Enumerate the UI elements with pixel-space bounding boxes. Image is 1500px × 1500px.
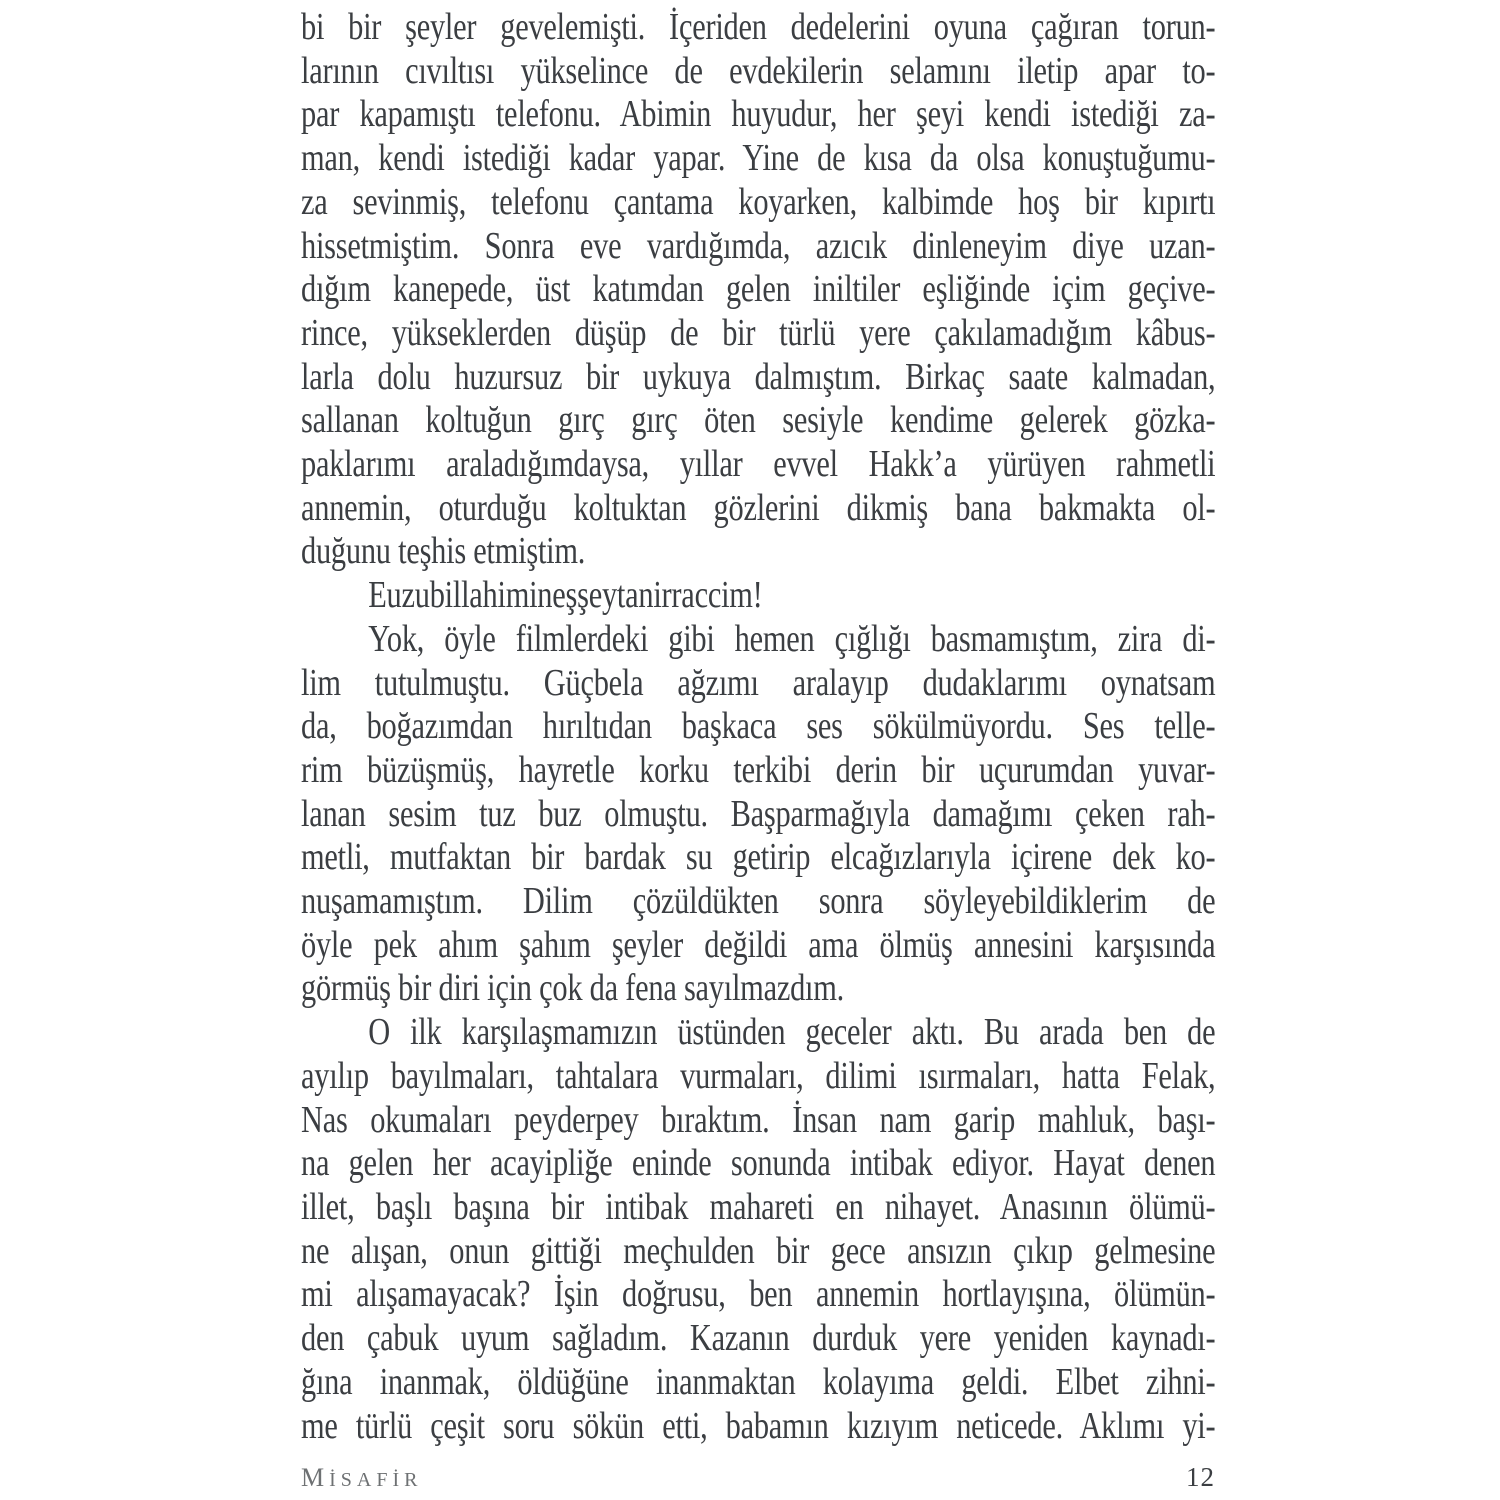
text-line: sallanan koltuğun gırç gırç öten sesiyle kendime gelerek gözka- <box>301 399 1216 442</box>
text-line: Nas okumaları peyderpey bıraktım. İnsan nam garip mahluk, başı- <box>301 1098 1216 1141</box>
text-line: lanan sesim tuz buz olmuştu. Başparmağıyla damağımı çeken rah- <box>301 792 1216 835</box>
text-line: metli, mutfaktan bir bardak su getirip elcağızlarıyla içirene dek ko- <box>301 836 1216 879</box>
text-line: nuşamamıştım. Dilim çözüldükten sonra söyleyebildiklerim de <box>301 880 1216 923</box>
page-footer <box>301 1462 1215 1493</box>
body-text <box>301 6 1215 1448</box>
running-title <box>301 1463 422 1493</box>
running-title-rest: İSAFİR <box>329 1469 423 1491</box>
text-line: par kapamıştı telefonu. Abimin huyudur, her şeyi kendi istediği za- <box>301 93 1216 136</box>
text-line: duğunu teşhis etmiştim. <box>301 530 586 573</box>
text-line: mi alışamayacak? İşin doğrusu, ben annemin hortlayışına, ölümün- <box>301 1273 1216 1316</box>
text-line: ne alışan, onun gittiği meçhulden bir gece ansızın çıkıp gelmesine <box>301 1229 1216 1272</box>
text-line: me türlü çeşit soru sökün etti, babamın kızıyım neticede. Aklımı yi- <box>301 1404 1216 1447</box>
text-line: rim büzüşmüş, hayretle korku terkibi derin bir uçurumdan yuvar- <box>301 748 1216 791</box>
text-line: da, boğazımdan hırıltıdan başkaca ses sökülmüyordu. Ses telle- <box>301 705 1216 748</box>
text-line: öyle pek ahım şahım şeyler değildi ama ölmüş annesini karşısında <box>301 923 1216 966</box>
text-line: O ilk karşılaşmamızın üstünden geceler aktı. Bu arada ben de <box>368 1011 1216 1054</box>
text-line: hissetmiştim. Sonra eve vardığımda, azıcık dinleneyim diye uzan- <box>301 224 1216 267</box>
text-line: larla dolu huzursuz bir uykuya dalmıştım. Birkaç saate kalmadan, <box>301 355 1216 398</box>
text-line: paklarımı araladığımdaysa, yıllar evvel Hakk’a yürüyen rahmetli <box>301 443 1216 486</box>
text-line: bi bir şeyler gevelemişti. İçeriden dedelerini oyuna çağıran torun- <box>301 6 1216 48</box>
text-line: dığım kanepede, üst katımdan gelen iniltiler eşliğinde içim geçive- <box>301 268 1216 311</box>
text-line: annemin, oturduğu koltuktan gözlerini dikmiş bana bakmakta ol- <box>301 486 1216 529</box>
text-line: na gelen her acayipliğe eninde sonunda intibak ediyor. Hayat denen <box>301 1142 1216 1185</box>
text-line: za sevinmiş, telefonu çantama koyarken, kalbimde hoş bir kıpırtı <box>301 180 1216 223</box>
page-number: 12 <box>1186 1462 1215 1492</box>
text-line: ğına inanmak, öldüğüne inanmaktan kolayıma geldi. Elbet zihni- <box>301 1360 1216 1403</box>
text-line: lim tutulmuştu. Güçbela ağzımı aralayıp dudaklarımı oynatsam <box>301 661 1216 704</box>
text-line: man, kendi istediği kadar yapar. Yine de kısa da olsa konuştuğumu- <box>301 137 1216 180</box>
text-line: görmüş bir diri için çok da fena sayılmazdım. <box>301 967 845 1010</box>
text-line: Yok, öyle filmlerdeki gibi hemen çığlığı basmamıştım, zira di- <box>368 617 1216 660</box>
text-line: illet, başlı başına bir intibak mahareti en nihayet. Anasının ölümü- <box>301 1185 1216 1228</box>
text-line: Euzubillahimineşşeytanirraccim! <box>368 574 763 617</box>
text-line: den çabuk uyum sağladım. Kazanın durduk yere yeniden kaynadı- <box>301 1317 1216 1360</box>
text-line: rince, yükseklerden düşüp de bir türlü yere çakılamadığım kâbus- <box>301 311 1216 354</box>
text-line: ayılıp bayılmaları, tahtalara vurmaları, dilimi ısırmaları, hatta Felak, <box>301 1054 1216 1097</box>
text-line: larının cıvıltısı yükselince de evdekilerin selamını iletip apar to- <box>301 49 1216 92</box>
running-title-initial: M <box>301 1463 330 1492</box>
